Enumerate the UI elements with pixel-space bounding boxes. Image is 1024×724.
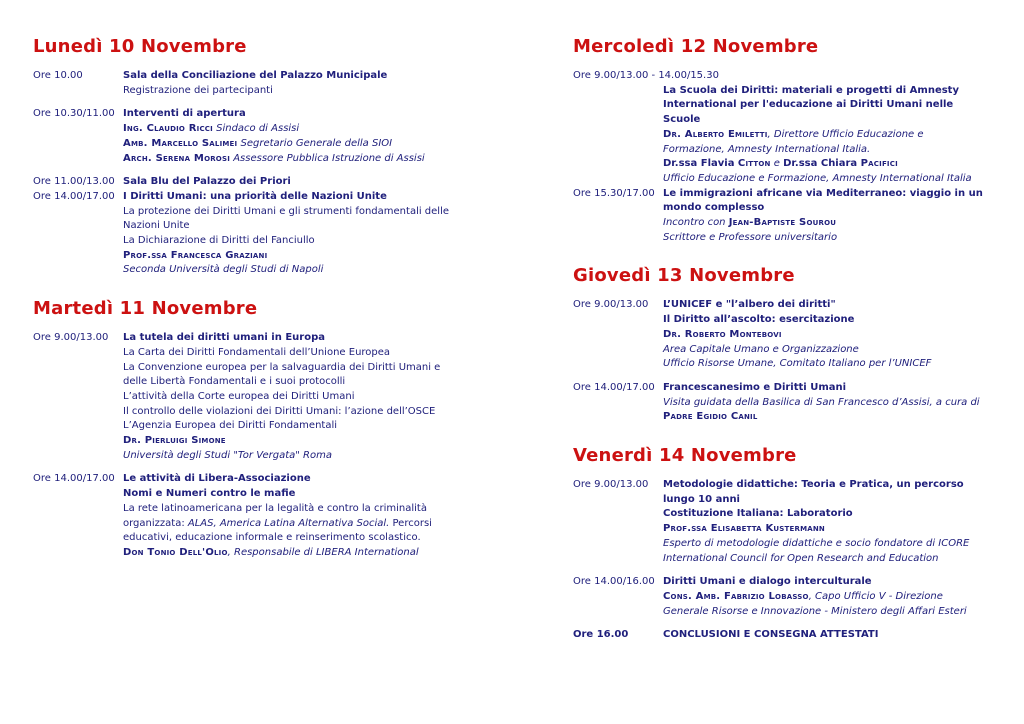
- column-right: [573, 36, 1021, 643]
- text-segment: Amb. Marcello Salimei: [123, 137, 238, 149]
- text-segment: La Dichiarazione di Diritti del Fanciullo: [123, 235, 315, 247]
- event-time: Ore 9.00/13.00: [33, 332, 109, 344]
- day-title: Lunedì 10 Novembre: [33, 36, 247, 57]
- text-segment: Metodologie didattiche: Teoria e Pratica, un percorso: [663, 479, 964, 491]
- event-line: [123, 346, 503, 361]
- event-line: [123, 107, 503, 122]
- event-line: [123, 472, 503, 487]
- event-line: [123, 84, 503, 99]
- text-segment: Francescanesimo e Diritti Umani: [663, 381, 847, 393]
- event-row: [33, 175, 503, 190]
- text-segment: Sala della Conciliazione del Palazzo Municipale: [123, 70, 388, 81]
- text-segment: Area Capitale Umano e Organizzazione: [663, 343, 859, 355]
- day-section: [33, 298, 503, 561]
- day-section: [573, 445, 1021, 643]
- text-segment: Ing. Claudio Ricci: [123, 123, 213, 135]
- text-segment: Dr. Pierluigi Simone: [123, 435, 226, 447]
- event-line: [663, 172, 1021, 187]
- event-line: [663, 357, 1021, 372]
- text-segment: Costituzione Italiana: Laboratorio: [663, 508, 853, 520]
- text-segment: Il Diritto all’ascolto: esercitazione: [663, 314, 855, 326]
- event-content: [123, 472, 503, 560]
- event-time: Ore 15.30/17.00: [573, 187, 655, 199]
- text-segment: Le immigrazioni africane via Mediterraneo: viaggio in un: [663, 187, 983, 199]
- event-line: [123, 69, 503, 84]
- event-content: [123, 107, 503, 166]
- event-line: [663, 396, 1021, 411]
- event-line: [663, 522, 1021, 537]
- text-segment: CONCLUSIONI E CONSEGNA ATTESTATI: [663, 629, 879, 641]
- event-line: [123, 434, 503, 449]
- text-segment: Diritti Umani e dialogo interculturale: [663, 576, 872, 588]
- event-content: [663, 84, 1021, 187]
- event-time: Ore 9.00/13.00: [573, 299, 649, 311]
- day-section: [573, 265, 1021, 425]
- event-row: [33, 69, 503, 98]
- event-row: [573, 298, 1021, 372]
- event-line: [123, 175, 503, 190]
- event-row: [33, 190, 503, 278]
- event-content: [123, 331, 503, 463]
- event-row: [573, 628, 1021, 643]
- event-time: Ore 14.00/16.00: [573, 576, 655, 588]
- event-time: Ore 9.00/13.00: [573, 479, 649, 491]
- text-segment: Ufficio Educazione e Formazione, Amnesty International Italia: [663, 172, 972, 184]
- text-segment: L’attività della Corte europea dei Diritti Umani: [123, 390, 355, 402]
- event-line: [123, 531, 503, 546]
- event-line: [663, 590, 1021, 605]
- event-line: [123, 487, 503, 502]
- event-time: Ore 11.00/13.00: [33, 176, 115, 188]
- event-row: [573, 575, 1021, 619]
- event-line: [663, 113, 1021, 128]
- event-line: [123, 205, 503, 220]
- event-line: [663, 98, 1021, 113]
- event-line: [123, 390, 503, 405]
- text-segment: lungo 10 anni: [663, 493, 740, 505]
- event-content: [123, 190, 503, 278]
- text-segment: Formazione, Amnesty International Italia.: [663, 143, 871, 155]
- event-time: Ore 10.00: [33, 70, 83, 81]
- text-segment: Ufficio Risorse Umane, Comitato Italiano per l’UNICEF: [663, 358, 932, 370]
- text-segment: , Capo Ufficio V - Direzione: [808, 590, 943, 602]
- event-line: [663, 493, 1021, 508]
- text-segment: Seconda Università degli Studi di Napoli: [123, 264, 324, 276]
- event-content: [663, 187, 1021, 246]
- event-line: [663, 201, 1021, 216]
- event-row: [573, 381, 1021, 425]
- text-segment: Dr.ssa Chiara: [783, 158, 861, 170]
- text-segment: Esperto di metodologie didattiche e socio fondatore di ICORE: [663, 537, 970, 549]
- event-line: [663, 298, 1021, 313]
- event-line: [123, 546, 503, 561]
- event-line: [123, 405, 503, 420]
- event-time: Ore 16.00: [573, 629, 629, 641]
- event-time: Ore 14.00/17.00: [33, 473, 115, 485]
- event-line: [123, 263, 503, 278]
- text-segment: Le attività di Libera-Associazione: [123, 473, 311, 485]
- event-line: [123, 502, 503, 517]
- day-title: Martedì 11 Novembre: [33, 298, 258, 320]
- event-line: [663, 410, 1021, 425]
- text-segment: Sala Blu del Palazzo dei Priori: [123, 176, 291, 188]
- event-content: [663, 298, 1021, 372]
- event-line: [663, 507, 1021, 522]
- day-title: Venerdì 14 Novembre: [573, 445, 797, 467]
- text-segment: Università degli Studi "Tor Vergata" Roma: [123, 449, 332, 461]
- event-line: [123, 331, 503, 346]
- text-segment: Padre Egidio Canil: [663, 411, 758, 423]
- text-segment: Pacifici: [860, 158, 898, 170]
- text-segment: La tutela dei diritti umani in Europa: [123, 332, 325, 344]
- text-segment: Nazioni Unite: [123, 220, 190, 232]
- text-segment: Nomi e Numeri contro le mafie: [123, 488, 296, 500]
- text-segment: Il controllo delle violazioni dei Diritti Umani: l’azione dell’OSCE: [123, 405, 436, 417]
- event-line: [123, 419, 503, 434]
- event-line: [123, 361, 503, 376]
- event-line: [123, 190, 503, 205]
- event-time: Ore 14.00/17.00: [573, 381, 655, 393]
- event-content: [663, 628, 1021, 643]
- event-line: [123, 137, 503, 152]
- text-segment: Jean-Baptiste Sourou: [728, 217, 837, 229]
- event-content: [123, 175, 503, 190]
- text-segment: delle Libertà Fondamentali e i suoi protocolli: [123, 376, 346, 388]
- event-line: [663, 128, 1021, 143]
- event-line: [663, 84, 1021, 99]
- text-segment: Visita guidata della Basilica di San Francesco d’Assisi, a cura di: [663, 396, 980, 408]
- event-line: [123, 449, 503, 464]
- event-line: [663, 313, 1021, 328]
- text-segment: Dr. Alberto Emiletti: [663, 128, 768, 140]
- text-segment: Generale Risorse e Innovazione - Ministero degli Affari Esteri: [663, 605, 967, 617]
- text-segment: La Carta dei Diritti Fondamentali dell’Unione Europea: [123, 346, 391, 358]
- day-title: Mercoledì 12 Novembre: [573, 36, 819, 57]
- text-segment: Arch. Serena Morosi: [123, 152, 231, 164]
- event-line: [663, 605, 1021, 620]
- text-segment: Segretario Generale della SIOI: [237, 137, 393, 149]
- event-content: [663, 381, 1021, 425]
- text-segment: La Scuola dei Diritti: materiali e progetti di Amnesty: [663, 84, 959, 96]
- event-row: [33, 107, 503, 166]
- event-time: Ore 10.30/11.00: [33, 108, 115, 120]
- text-segment: L’UNICEF e "l’albero dei diritti": [663, 299, 836, 311]
- text-segment: , Responsabile di LIBERA International: [227, 546, 419, 558]
- event-line: [663, 575, 1021, 590]
- text-segment: Don Tonio Dell'Olio: [123, 546, 228, 558]
- event-line: [123, 249, 503, 264]
- text-segment: Percorsi: [389, 517, 432, 529]
- text-segment: educativi, educazione informale e reinserimento scolastico.: [123, 532, 421, 544]
- text-segment: , Direttore Ufficio Educazione e: [767, 128, 924, 140]
- event-line: [123, 234, 503, 249]
- event-line: [663, 328, 1021, 343]
- event-line: [663, 343, 1021, 358]
- event-time: Ore 9.00/13.00 - 14.00/15.30: [573, 70, 719, 81]
- event-line: [663, 537, 1021, 552]
- text-segment: Interventi di apertura: [123, 108, 246, 120]
- column-left: [33, 36, 503, 561]
- text-segment: La rete latinoamericana per la legalità e contro la criminalità: [123, 502, 427, 514]
- text-segment: Prof.ssa Francesca Graziani: [123, 249, 268, 261]
- event-line: [663, 216, 1021, 231]
- event-row: [573, 69, 1021, 187]
- day-section: [573, 36, 1021, 245]
- event-line: [663, 381, 1021, 396]
- text-segment: La Convenzione europea per la salvaguardia dei Diritti Umani e: [123, 361, 441, 373]
- event-content: [663, 575, 1021, 619]
- event-row: [573, 478, 1021, 566]
- text-segment: Prof.ssa Elisabetta Kustermann: [663, 523, 825, 535]
- text-segment: I Diritti Umani: una priorità delle Nazioni Unite: [123, 190, 387, 202]
- text-segment: Registrazione dei partecipanti: [123, 84, 273, 96]
- event-line: [123, 152, 503, 167]
- event-line: [663, 628, 1021, 643]
- day-title: Giovedì 13 Novembre: [573, 265, 795, 287]
- event-row: [33, 331, 503, 463]
- text-segment: Assessore Pubblica Istruzione di Assisi: [230, 152, 425, 164]
- event-line: [663, 478, 1021, 493]
- text-segment: Scuole: [663, 114, 701, 126]
- text-segment: Cons. Amb. Fabrizio Lobasso: [663, 590, 809, 602]
- event-content: [123, 69, 503, 98]
- event-content: [663, 478, 1021, 566]
- event-line: [663, 552, 1021, 567]
- event-line: [663, 187, 1021, 202]
- event-line: [663, 231, 1021, 246]
- event-line: [663, 157, 1021, 172]
- event-row: [33, 472, 503, 560]
- event-line: [123, 517, 503, 532]
- event-time: Ore 14.00/17.00: [33, 190, 115, 202]
- text-segment: Dr.ssa Flavia: [663, 158, 738, 170]
- text-segment: L’Agenzia Europea dei Diritti Fondamentali: [123, 420, 338, 432]
- text-segment: e: [770, 158, 784, 170]
- day-section: [33, 36, 503, 278]
- text-segment: Dr. Roberto Montebovi: [663, 328, 782, 340]
- text-segment: Sindaco di Assisi: [212, 123, 300, 135]
- event-line: [123, 122, 503, 137]
- text-segment: International per l'educazione ai Diritti Umani nelle: [663, 99, 954, 111]
- event-line: [663, 143, 1021, 158]
- text-segment: International Council for Open Research and Education: [663, 552, 939, 564]
- text-segment: Citton: [737, 158, 771, 170]
- text-segment: Incontro con: [663, 217, 729, 229]
- text-segment: La protezione dei Diritti Umani e gli strumenti fondamentali delle: [123, 205, 450, 217]
- text-segment: ALAS, America Latina Alternativa Social.: [187, 517, 390, 529]
- text-segment: Scrittore e Professore universitario: [663, 231, 838, 243]
- text-segment: mondo complesso: [663, 202, 765, 214]
- event-line: [123, 219, 503, 234]
- event-row: [573, 187, 1021, 246]
- event-line: [123, 375, 503, 390]
- text-segment: organizzata:: [123, 517, 188, 529]
